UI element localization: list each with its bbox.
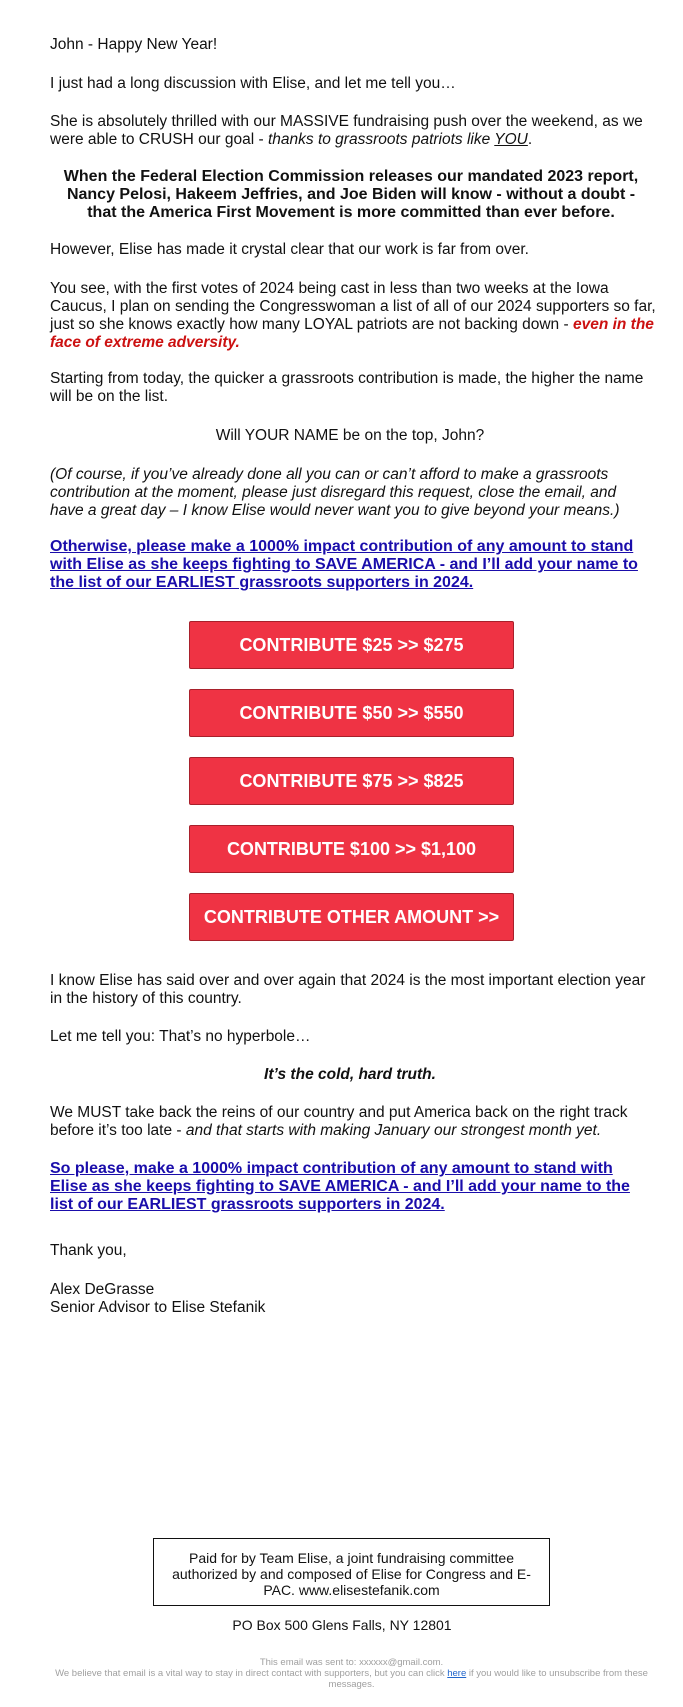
paragraph-important-election: I know Elise has said over and over again that 2024 is the most important election year in the history of this country. [50,972,646,1007]
contribution-link-bottom[interactable]: So please, make a 1000% impact contribution of any amount to stand with Elise as she keeps fighting to SAVE AMERICA - and I’ll add your name to the list of our EARLIEST grassroots supporters in 2024. [50,1160,630,1213]
your-name-question: Will YOUR NAME be on the top, John? [215,427,485,444]
you-underlined: YOU [494,131,528,148]
paragraph-thrilled: She is absolutely thrilled with our MASSIVE fundraising push over the weekend, as we were able to CRUSH our goal - thanks to grassroots patriots like YOU. [50,113,643,148]
paragraph-iowa-caucus: You see, with the first votes of 2024 being cast in less than two weeks at the Iowa Caucus, I plan on sending the Congresswoman a list of all of our 2024 supporters so far, just so she knows exactly how many LOYAL patriots are not backing down - even in the face of extreme adversity. [50,280,656,351]
greeting: John - Happy New Year! [50,36,218,53]
mailing-address: PO Box 500 Glens Falls, NY 12801 [232,1617,452,1633]
contribute-other-amount-button[interactable]: CONTRIBUTE OTHER AMOUNT >> [189,893,514,941]
paid-for-disclaimer-box: Paid for by Team Elise, a joint fundraising committee authorized by and composed of Elise for Congress and E-PAC. www.elisestefanik.com [153,1538,550,1606]
unsubscribe-link[interactable]: here [447,1668,467,1679]
unsubscribe-notice: We believe that email is a vital way to stay in direct contact with supporters, but you can click here if you would like to unsubscribe from these messages. [55,1668,648,1690]
contribute-75-button[interactable]: CONTRIBUTE $75 >> $825 [189,757,514,805]
signoff: Thank you, [50,1242,127,1259]
disclaimer-paragraph: (Of course, if you’ve already done all you can or can’t afford to make a grassroots contribution at the moment, please just disregard this request, close the email, and have a great day – I know Elise would never want you to give beyond your means.) [50,466,620,519]
contribute-50-button[interactable]: CONTRIBUTE $50 >> $550 [189,689,514,737]
signer-title: Senior Advisor to Elise Stefanik [50,1299,266,1316]
paragraph-work-not-over: However, Elise has made it crystal clear that our work is far from over. [50,241,529,258]
paragraph-quicker-contribution: Starting from today, the quicker a grassroots contribution is made, the higher the name will be on the list. [50,370,644,405]
fec-report-statement: When the Federal Election Commission releases our mandated 2023 report, Nancy Pelosi, Hakeem Jeffries, and Joe Biden will know - without a doubt - that the America First Movement is more committed than ever before. [63,168,639,221]
paragraph-take-back: We MUST take back the reins of our country and put America back on the right track before it’s too late - and that starts with making January our strongest month yet. [50,1104,628,1139]
paragraph-discussion: I just had a long discussion with Elise, and let me tell you… [50,75,456,92]
paragraph-no-hyperbole: Let me tell you: That’s no hyperbole… [50,1028,311,1045]
signer-name: Alex DeGrasse [50,1281,155,1298]
cold-hard-truth: It’s the cold, hard truth. [264,1066,436,1083]
contribute-25-button[interactable]: CONTRIBUTE $25 >> $275 [189,621,514,669]
contribution-link-top[interactable]: Otherwise, please make a 1000% impact contribution of any amount to stand with Elise as she keeps fighting to SAVE AMERICA - and I’ll add your name to the list of our EARLIEST grassroots supporters in 2024. [50,538,638,591]
adversity-emphasis: even in the face of extreme adversity. [50,316,654,351]
contribute-100-button[interactable]: CONTRIBUTE $100 >> $1,100 [189,825,514,873]
sent-to-notice: This email was sent to: xxxxxx@gmail.com. [259,1657,444,1668]
